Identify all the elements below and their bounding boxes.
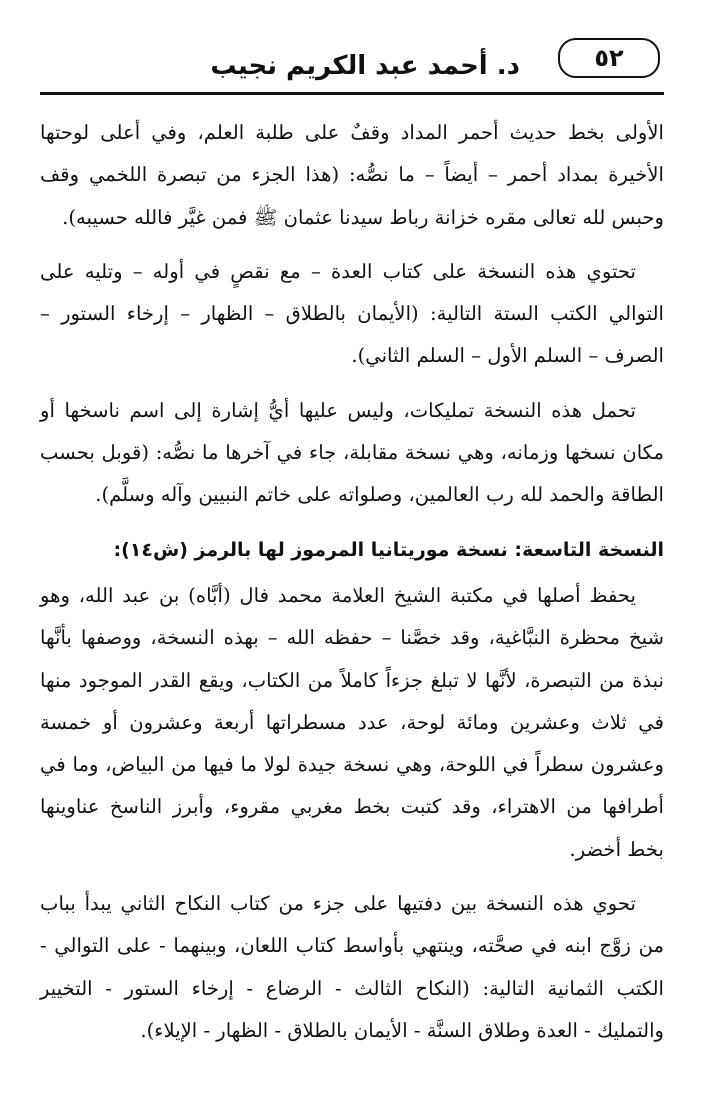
paragraph-1: الأولى بخط حديث أحمر المداد وقفٌ على طلبة العلم، وفي أعلى لوحتها الأخيرة بمداد أحمر – أيضاً – ما نصُّه: (هذا الجزء من تبصرة اللخمي وقف وحبس لله تعالى مقره خزانة رباط سيدنا عثمان ﷺ فمن غيَّر فالله حسيبه).: [40, 121, 664, 229]
paragraph-5: تحوي هذه النسخة بين دفتيها على جزء من كتاب النكاح الثاني يبدأ بباب من زوَّج ابنه في صحَّته، وينتهي بأواسط كتاب اللعان، وبينهما - على التوالي - الكتب الثمانية التالية: (النكاح الثالث - الرضاع - إرخاء الستور - التخيير والتمليك - العدة وطلاق السنَّة - الأيمان بالطلاق - الظهار - الإيلاء).: [40, 892, 664, 1042]
paragraph-2: تحتوي هذه النسخة على كتاب العدة – مع نقصٍ في أوله – وتليه على التوالي الكتب الستة التالية: (الأيمان بالطلاق – الظهار – إرخاء الستور – الصرف – السلم الأول – السلم الثاني).: [40, 259, 664, 368]
paragraph-3: تحمل هذه النسخة تمليكات، وليس عليها أيُّ إشارة إلى اسم ناسخها أو مكان نسخها وزمانه، وهي نسخة مقابلة، جاء في آخرها ما نصُّه: (قوبل بحسب الطاقة والحمد لله رب العالمين، وصلواته على خاتم النبيين وآله وسلَّم).: [40, 398, 664, 507]
page-header: [0, 0, 703, 112]
section-heading: النسخة التاسعة: نسخة موريتانيا المرموز لها بالرمز (ش١٤):: [113, 538, 664, 561]
page-number: ٥٢: [594, 44, 624, 72]
paragraph-4: يحفظ أصلها في مكتبة الشيخ العلامة محمد فال (أبَّاه) بن عبد الله، وهو شيخ محظرة النبَّاغية، وقد خصَّنا – حفظه الله – بهذه النسخة، ووصفها بأنَّها نبذة من التبصرة، لأنَّها لا تبلغ جزءاً كاملاً من الكتاب، ويقع القدر الموجود منها في ثلاث وعشرين ومائة لوحة، عدد مسطراتها أربعة وعشرون أو خمسة وعشرون سطراً في اللوحة، وهي نسخة جيدة لولا ما فيها من البياض، وما في أطرافها من الاهتراء، وقد كتبت بخط مغربي مقروء، وأبرز الناسخ عناوينها بخط أخضر.: [40, 583, 664, 861]
page-number-badge: [558, 38, 660, 78]
header-rule: [40, 92, 664, 95]
running-head-author: د. أحمد عبد الكريم نجيب: [210, 51, 520, 81]
page-body: [40, 112, 664, 1052]
